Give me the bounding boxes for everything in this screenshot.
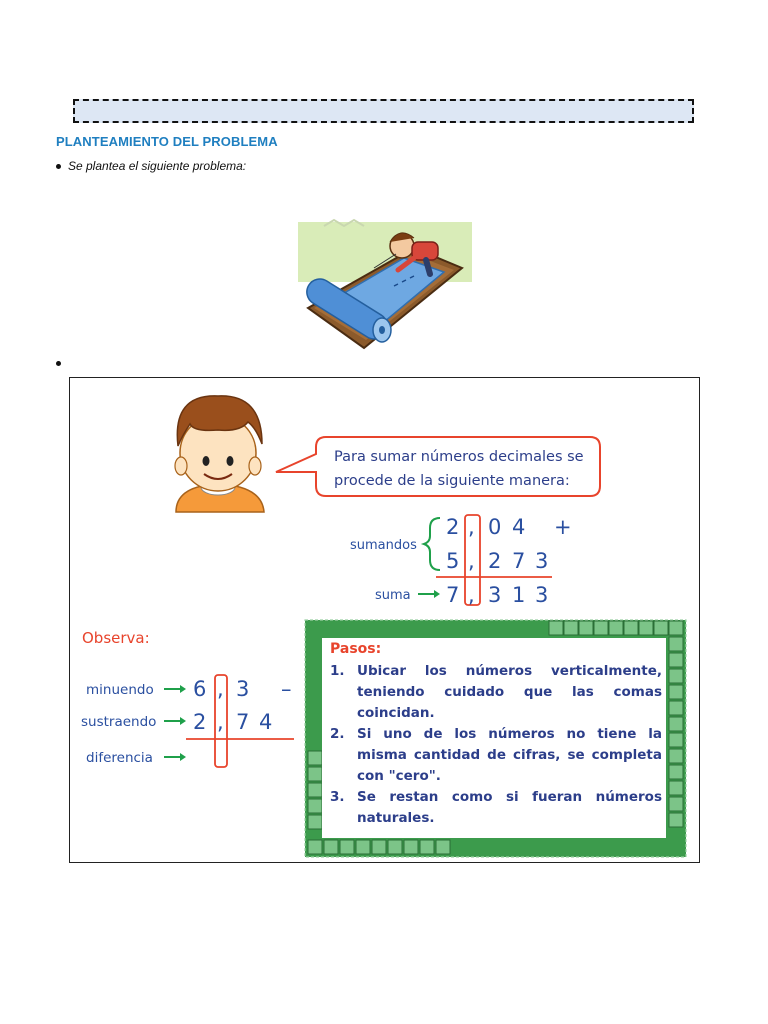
- diferencia-arrow: [180, 753, 186, 761]
- minuend-comma: ,: [217, 677, 224, 701]
- sum-digit: 3: [535, 583, 549, 607]
- minuendo-arrow: [180, 685, 186, 693]
- addend2-digit: 7: [512, 549, 526, 573]
- label-suma: suma: [375, 588, 411, 603]
- speech-bubble-line2: procede de la siguiente manera:: [334, 473, 570, 489]
- subtrahend-digit: 2: [193, 710, 207, 734]
- boy-face-illustration: [175, 396, 264, 512]
- subtrahend-digit: 4: [259, 710, 273, 734]
- subtrahend-comma: ,: [217, 710, 224, 734]
- observa-label: Observa:: [82, 629, 150, 647]
- subtraction-example: [81, 629, 294, 767]
- step-number: 1.: [330, 663, 345, 679]
- addend2-digit: 3: [535, 549, 549, 573]
- addend2-digit: 5: [446, 549, 460, 573]
- step-item: [330, 661, 662, 724]
- bullet-text: Se plantea el siguiente problema:: [68, 159, 247, 173]
- sustraendo-arrow: [180, 717, 186, 725]
- minuend-digit: 3: [236, 677, 250, 701]
- minuend-digit: 6: [193, 677, 207, 701]
- minus-sign: –: [281, 677, 292, 701]
- step-number: 2.: [330, 726, 345, 742]
- label-diferencia: diferencia: [86, 750, 153, 766]
- plus-sign: +: [554, 515, 572, 539]
- sum-comma: ,: [468, 583, 475, 607]
- step-item: [330, 724, 662, 787]
- addend2-comma: ,: [468, 549, 475, 573]
- sumandos-brace: [424, 518, 440, 570]
- sum-digit: 7: [446, 583, 460, 607]
- speech-bubble: [276, 437, 600, 496]
- label-sumandos: sumandos: [350, 538, 417, 553]
- addend2-digit: 2: [488, 549, 502, 573]
- step-text: Si uno de los números no tiene la misma cantidad de cifras, se completa con "cero".: [357, 726, 662, 784]
- section-heading: PLANTEAMIENTO DEL PROBLEMA: [56, 134, 278, 149]
- sum-digit: 3: [488, 583, 502, 607]
- addend1-comma: ,: [468, 515, 475, 539]
- addition-example: [350, 515, 572, 607]
- addend1-digit: 2: [446, 515, 460, 539]
- step-text: Ubicar los números verticalmente, teniendo cuidado que las comas coincidan.: [357, 663, 662, 721]
- step-number: 3.: [330, 789, 345, 805]
- step-text: Se restan como si fueran números naturales.: [357, 789, 662, 826]
- steps-title: Pasos:: [330, 641, 382, 657]
- subtrahend-digit: 7: [236, 710, 250, 734]
- sum-digit: 1: [512, 583, 526, 607]
- label-minuendo: minuendo: [86, 682, 154, 698]
- addend1-digit: 4: [512, 515, 526, 539]
- step-item: [330, 787, 662, 829]
- addend1-digit: 0: [488, 515, 502, 539]
- speech-bubble-line1: Para sumar números decimales se: [334, 449, 584, 465]
- label-sustraendo: sustraendo: [81, 714, 157, 730]
